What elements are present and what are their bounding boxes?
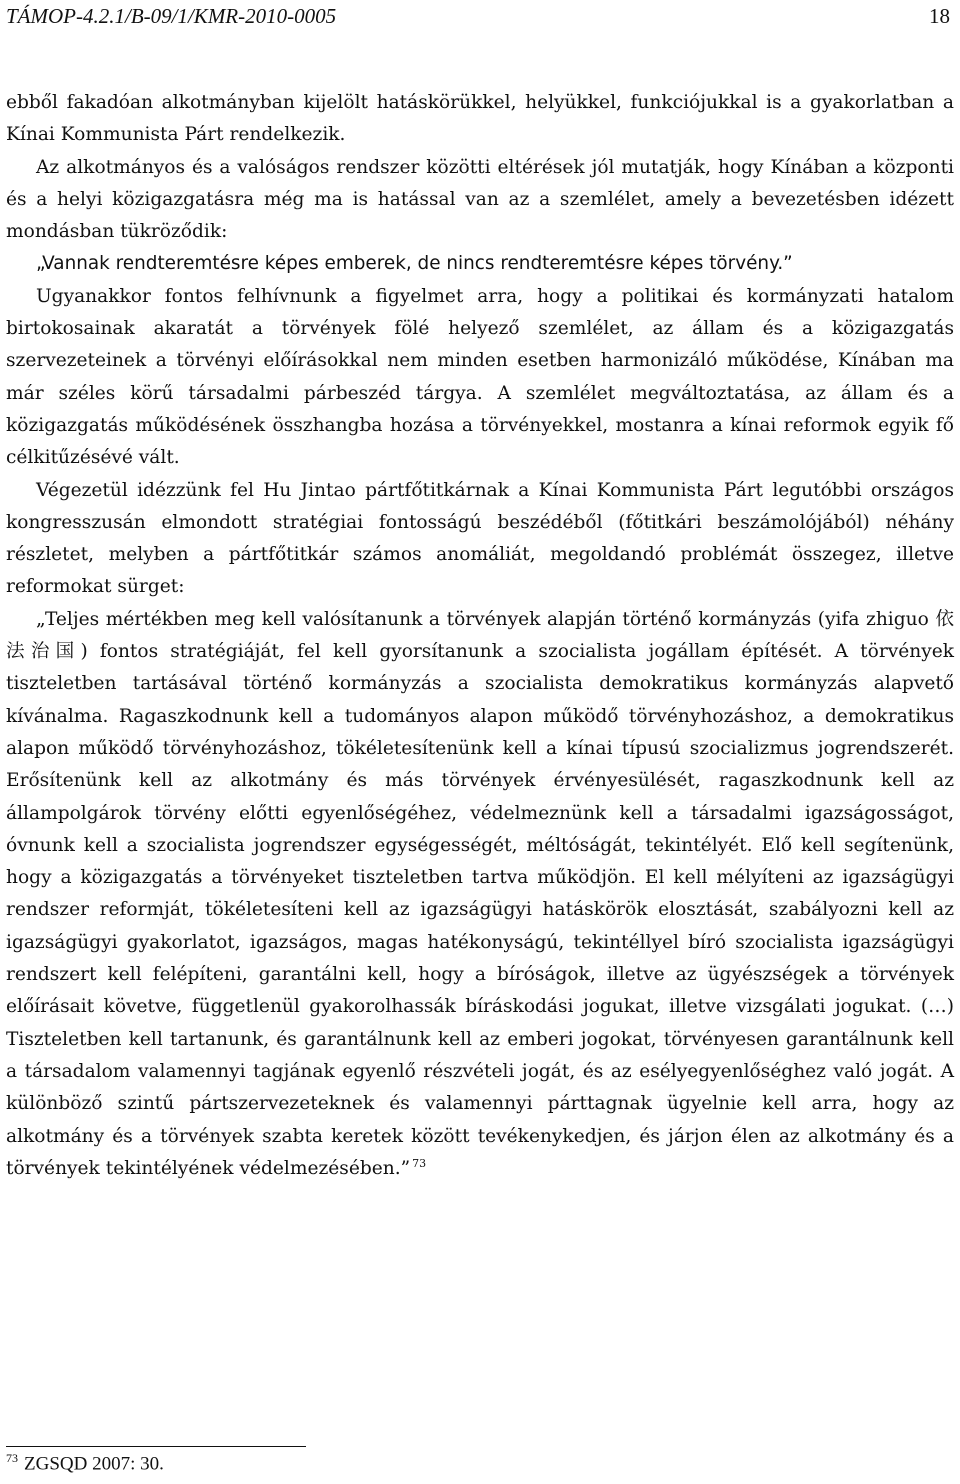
footnote-reference[interactable]: 73 bbox=[412, 1156, 427, 1170]
paragraph: Végezetül idézzünk fel Hu Jintao pártfőtitkárnak a Kínai Kommunista Párt legutóbbi országos kongresszusán elmondott stratégiai fontosságú beszédéből (főtitkári beszámolójából) néhány részletet, melyben a pártfőtitkár számos anomáliát, megoldandó problémát összegez, illetve reformokat sürget: bbox=[6, 479, 954, 598]
paragraph: ebből fakadóan alkotmányban kijelölt hatáskörükkel, helyükkel, funkciójukkal is a gyakorlatban a Kínai Kommunista Párt rendelkezik. bbox=[6, 92, 954, 146]
footnote-text: ZGSQD 2007: 30. bbox=[24, 1453, 164, 1475]
project-code: TÁMOP-4.2.1/B-09/1/KMR-2010-0005 bbox=[6, 4, 337, 28]
footnote-number: 73 bbox=[6, 1451, 18, 1465]
paragraph: Ugyanakkor fontos felhívnunk a figyelmet arra, hogy a politikai és kormányzati hatalom birtokosainak akaratát a törvények fölé helyező szemlélet, az állam és a közigazgatás szervezeteinek a törvényi előírásokkal nem minden esetben harmonizáló működése, Kínában ma már széles körű társadalmi párbeszéd tárgya. A szemlélet megváltoztatása, az állam és a közigazgatás működésének összhangba hozása a törvényekkel, mostanra a kínai reformok egyik fő célkitűzésévé vált. bbox=[6, 285, 954, 469]
page-header bbox=[6, 4, 950, 34]
quote-block bbox=[6, 604, 954, 1185]
footnote-separator bbox=[6, 1446, 306, 1447]
body-text bbox=[6, 87, 954, 1185]
paragraph: Az alkotmányos és a valóságos rendszer közötti eltérések jól mutatják, hogy Kínában a központi és a helyi közigazgatásra még ma is hatással van az a szemlélet, amely a bevezetésben idézett mondásban tükröződik: bbox=[6, 156, 954, 243]
page-number: 18 bbox=[929, 4, 950, 28]
footnote bbox=[6, 1451, 164, 1475]
quote: „Vannak rendteremtésre képes emberek, de nincs rendteremtésre képes törvény.” bbox=[36, 253, 793, 275]
quote-text: „Teljes mértékben meg kell valósítanunk a törvények alapján történő kormányzás (yifa zhiguo 依法治国) fontos stratégiáját, fel kell gyorsítanunk a szocialista jogállam építését. A törvények tiszteletben tartásával történő kormányzás a szocialista demokratikus kormányzás alapvető kívánalma. Ragaszkodnunk kell a tudományos alapon működő törvényhozáshoz, a demokratikus alapon működő törvényhozáshoz, tökéletesítenünk kell a kínai típusú szocializmus jogrendszerét. Erősítenünk kell az alkotmány és más törvények érvényesülését, ragaszkodnunk kell az állampolgárok törvény előtti egyenlőségéhez, védelmeznünk kell a társadalmi igazságosságot, óvnunk kell a szocialista jogrendszer egységességét, méltóságát, tekintélyét. Elő kell segítenünk, hogy a közigazgatás a törvényeket tiszteletben tartva működjön. El kell mélyíteni az igazságügyi rendszer reformját, tökéletesíteni kell az igazságügyi hatáskörök elosztását, szabályozni kell az igazságügyi gyakorlatot, igazságos, magas hatékonyságú, tekintéllyel bíró szocialista igazságügyi rendszert kell felépíteni, garantálni kell, hogy a bíróságok, illetve az ügyészségek a törvények előírásait követve, függetlenül gyakorolhassák bíráskodási jogukat, illetve vizsgálati jogukat. (…) Tiszteletben kell tartanunk, és garantálnunk kell az emberi jogokat, törvényesen garantálnunk kell a társadalom valamennyi tagjának egyenlő részvételi jogát, és az esélyegyenlőséghez való jogát. A különböző szintű pártszervezeteknek és valamennyi párttagnak ügyelnie kell arra, hogy az alkotmány és a törvények szabta keretek között tevékenykedjen, és járjon élen az alkotmány és a törvények tekintélyének védelmezésében.” bbox=[6, 608, 954, 1179]
